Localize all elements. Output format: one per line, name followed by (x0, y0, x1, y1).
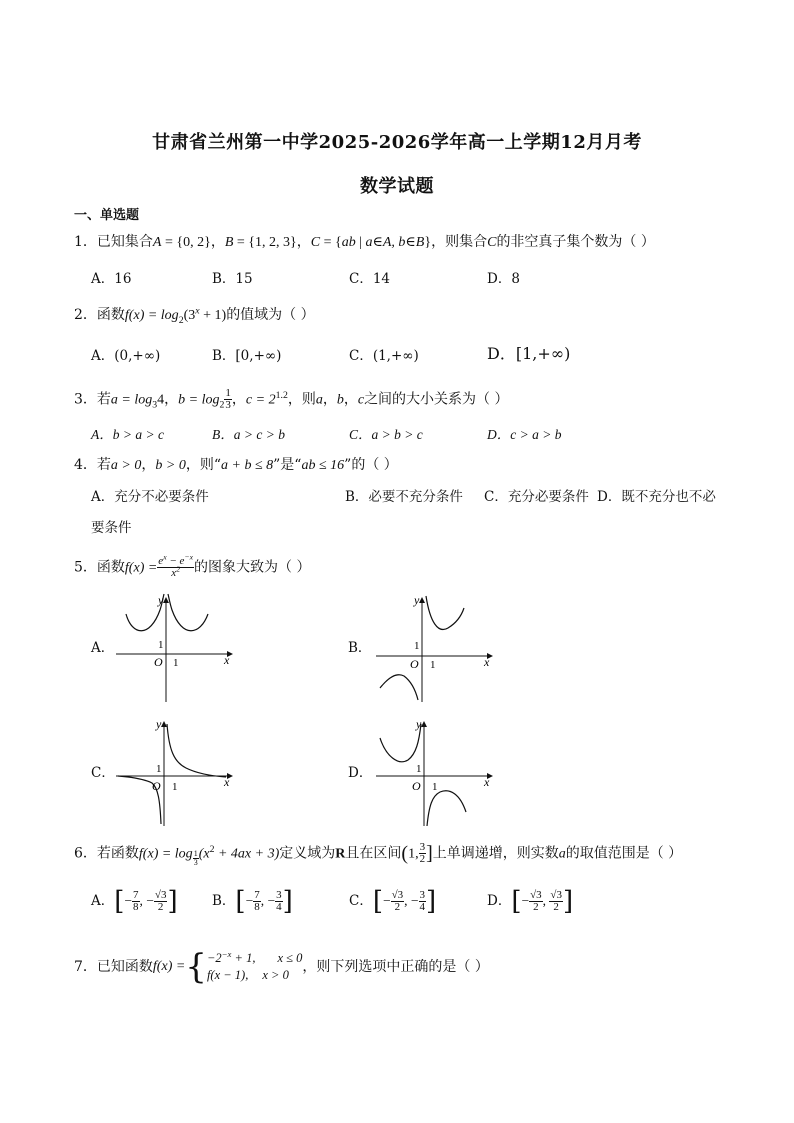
page-subtitle: 数学试题 (360, 176, 434, 197)
q1-option-b[interactable]: B．15 (212, 271, 253, 287)
q1-option-a[interactable]: A．16 (91, 271, 132, 287)
question-2: 2．函数$f(x) = \log_2(3^x + 1)$的值域为（ ） (74, 305, 315, 326)
q1-option-c[interactable]: C．14 (349, 271, 391, 287)
graph-b-y1: 1 (414, 640, 420, 652)
q2-option-a[interactable]: A．(0,+∞) (91, 348, 161, 364)
q5-option-c[interactable]: C． (91, 765, 115, 781)
q6-option-a[interactable]: A．[− $\frac{7}{8}$ , − $\frac{√3}{2}$ ] (91, 886, 178, 917)
question-1: 1．已知集合A = {0, 2}，B = {1, 2, 3}，C = {ab | a∈A, b∈B}，则集合C的非空真子集个数为（ ） (74, 234, 655, 250)
graph-b-y-label: y (414, 593, 420, 607)
graph-c-y1: 1 (156, 763, 162, 775)
q3-option-b[interactable]: B．a > c > b (212, 427, 285, 442)
q4-option-b[interactable]: B．必要不充分条件 (345, 489, 463, 505)
q5-option-b[interactable]: B． (348, 640, 372, 656)
q2-option-d[interactable]: D．[1,+∞) (487, 344, 571, 363)
section-heading: 一、单选题 (74, 208, 140, 223)
graph-d-origin: O (412, 779, 421, 793)
q6-option-d[interactable]: D．[− $\frac{√3}{2}$ , $\frac{√3}{2}$ ] (487, 886, 574, 917)
question-6: 6．若函数f(x) = log $_{\frac{1}{3}}$ $(x^2 + 4ax + 3)$定义域为R且在区间(1, $\frac{3}{2}$ ]上单调递增，则实数a的取值范围是（ ） (74, 841, 683, 868)
q4-option-c[interactable]: C．充分必要条件 (484, 489, 589, 505)
page-title: 甘肃省兰州第一中学2025-2026学年高一上学期12月月考 (152, 132, 642, 153)
graph-d-x1: 1 (432, 781, 438, 793)
q1-option-d[interactable]: D．8 (487, 271, 520, 287)
graph-b (374, 592, 498, 704)
graph-c-y-label: y (156, 717, 162, 731)
graph-d (374, 716, 498, 828)
q6-option-b[interactable]: B．[− $\frac{7}{8}$ , − $\frac{3}{4}$ ] (212, 886, 293, 917)
graph-a-x-label: x (224, 653, 230, 667)
q2-option-b[interactable]: B．[0,+∞) (212, 348, 282, 364)
graph-c-x-label: x (224, 775, 230, 789)
q2-option-c[interactable]: C．(1,+∞) (349, 348, 419, 364)
q5-option-a[interactable]: A． (91, 640, 115, 656)
q3-option-c[interactable]: C．a > b > c (349, 427, 423, 442)
q3-option-a[interactable]: A．b > a > c (91, 427, 164, 442)
graph-d-y1: 1 (416, 763, 422, 775)
question-4: 4．若a > 0，b > 0，则“a + b ≤ 8”是“ab ≤ 16”的（ ） (74, 457, 398, 473)
question-3: 3．若$a = \log_34$，$b = \log_2$ $\frac{1}{3}$ ，$c = 2^{1.2}$，则a，b，c之间的大小关系为（ ） (74, 387, 509, 411)
graph-a-y1: 1 (158, 639, 164, 651)
graph-c-x1: 1 (172, 781, 178, 793)
q4-option-a[interactable]: A．充分不必要条件 (91, 489, 209, 505)
question-5: 5．函数f(x) = $\frac{e^x - e^{-x}}{x^2}$ 的图象大致为（ ） (74, 552, 311, 579)
graph-d-y-label: y (416, 717, 422, 731)
graph-c-origin: O (152, 779, 161, 793)
graph-d-x-label: x (484, 775, 490, 789)
graph-b-x-label: x (484, 655, 490, 669)
graph-a-x1: 1 (173, 657, 179, 669)
graph-c (114, 716, 238, 828)
graph-b-origin: O (410, 657, 419, 671)
q4-option-d-cont: 要条件 (91, 520, 132, 536)
q6-option-c[interactable]: C．[− $\frac{√3}{2}$ , − $\frac{3}{4}$ ] (349, 886, 437, 917)
q4-option-d[interactable]: D．既不充分也不必 (597, 489, 716, 505)
q5-option-d[interactable]: D． (348, 765, 373, 781)
graph-a (114, 592, 238, 704)
graph-b-x1: 1 (430, 659, 436, 671)
question-7: 7．已知函数f(x) ={ $-2^{-x} + 1$, x ≤ 0 f(x − 1), x > 0 ，则下列选项中正确的是（ ） (74, 947, 489, 987)
graph-a-origin: O (154, 655, 163, 669)
graph-a-y-label: y (158, 593, 164, 607)
q3-option-d[interactable]: D．c > a > b (487, 427, 562, 442)
